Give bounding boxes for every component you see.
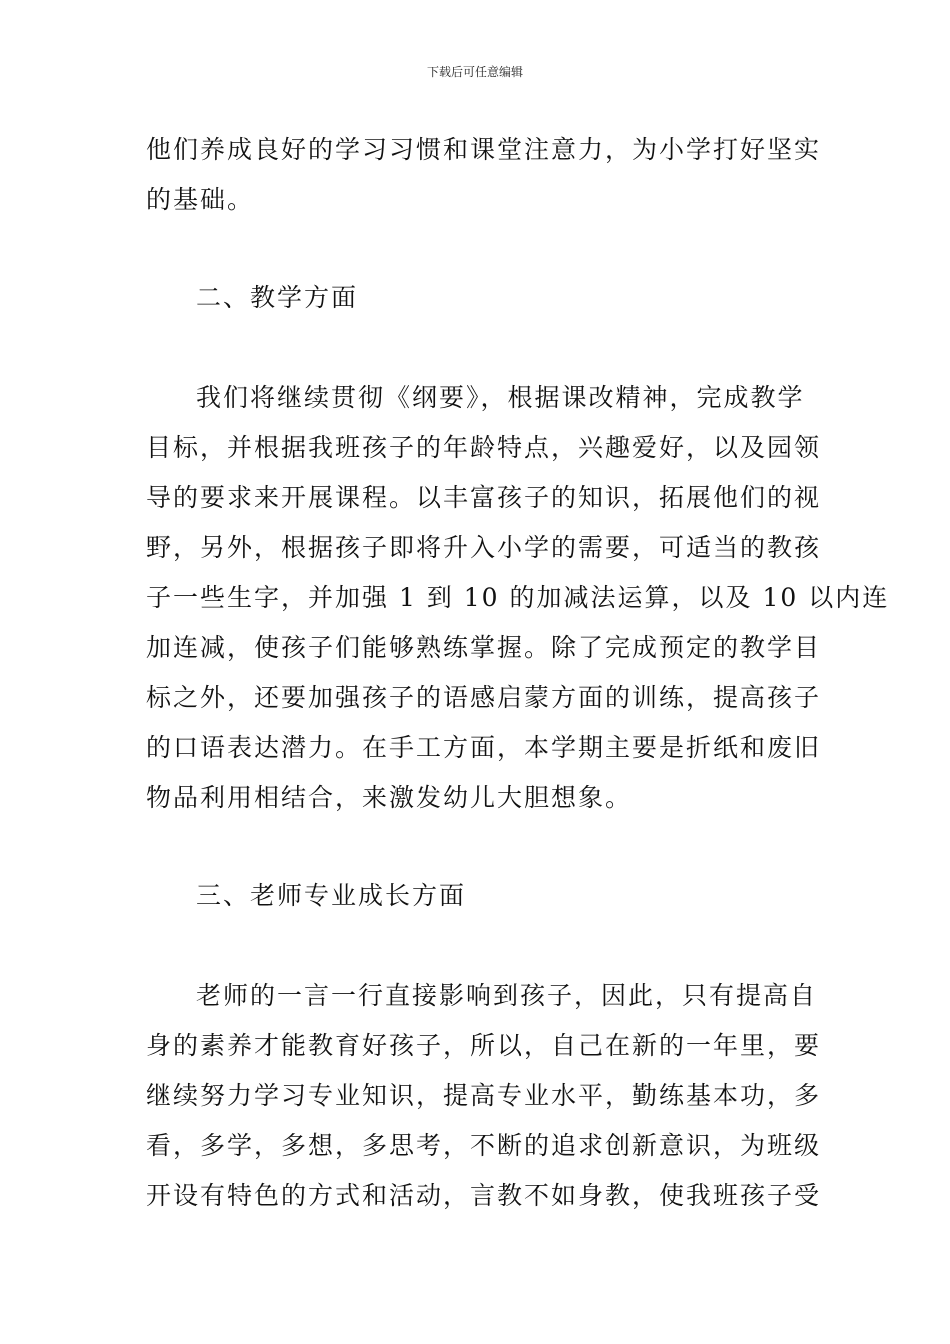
text-line: 老师的一言一行直接影响到孩子，因此，只有提高自 [196, 981, 818, 1010]
text-line: 看，多学，多想，多思考，不断的追求创新意识，为班级 [146, 1131, 822, 1160]
text-line: 继续努力学习专业知识，提高专业水平，勤练基本功，多 [146, 1081, 822, 1110]
text-line: 野，另外，根据孩子即将升入小学的需要，可适当的教孩 [146, 533, 822, 562]
section-heading: 三、老师专业成长方面 [196, 881, 467, 910]
text-line: 导的要求来开展课程。以丰富孩子的知识，拓展他们的视 [146, 483, 822, 512]
text-line: 子一些生字，并加强 1 到 10 的加减法运算，以及 10 以内连 [146, 583, 890, 612]
text-line: 加连减，使孩子们能够熟练掌握。除了完成预定的教学目 [146, 633, 822, 662]
section-heading: 二、教学方面 [196, 283, 359, 312]
text-line: 开设有特色的方式和活动，言教不如身教，使我班孩子受 [146, 1181, 822, 1210]
text-line: 的口语表达潜力。在手工方面，本学期主要是折纸和废旧 [146, 733, 822, 762]
text-line: 标之外，还要加强孩子的语感启蒙方面的训练，提高孩子 [146, 683, 822, 712]
text-line: 的基础。 [146, 185, 255, 214]
text-line: 我们将继续贯彻《纲要》，根据课改精神，完成教学 [196, 383, 805, 412]
text-line: 物品利用相结合，来激发幼儿大胆想象。 [146, 783, 633, 812]
text-line: 身的素养才能教育好孩子，所以，自己在新的一年里，要 [146, 1031, 822, 1060]
page-header: 下载后可任意编辑 [426, 65, 523, 79]
text-line: 他们养成良好的学习习惯和课堂注意力，为小学打好坚实 [146, 135, 822, 164]
text-line: 目标，并根据我班孩子的年龄特点，兴趣爱好，以及园领 [146, 433, 822, 462]
